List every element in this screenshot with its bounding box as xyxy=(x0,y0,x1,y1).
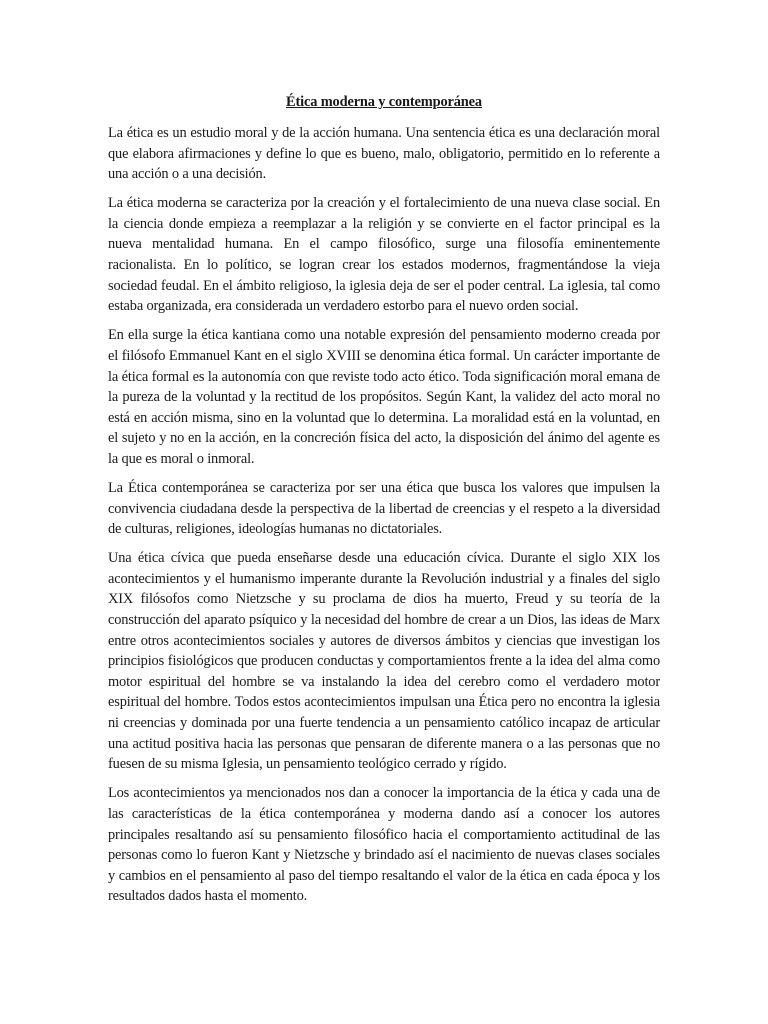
paragraph-conclusion: Los acontecimientos ya mencionados nos dan a conocer la importancia de la ética y cada una de las características de la ética contemporánea y moderna dando así a conocer los autores principales resaltando así su pensamiento filosófico hacia el comportamiento actitudinal de las personas como lo fueron Kant y Nietzsche y brindado así el nacimiento de nuevas clases sociales y cambios en el pensamiento al paso del tiempo resaltando el valor de la ética en cada época y los resultados dados hasta el momento. xyxy=(108,785,660,905)
document-page xyxy=(108,92,660,915)
document-title: Ética moderna y contemporánea xyxy=(286,94,482,110)
paragraph-civic-ethics: Una ética cívica que pueda enseñarse desde una educación cívica. Durante el siglo XIX los acontecimientos y el humanismo imperante durante la Revolución industrial y a finales del siglo XIX filósofos como Nietzsche y su proclama de dios ha muerto, Freud y su teoría de la construcción del aparato psíquico y la necesidad del hombre de crear a un Dios, las ideas de Marx entre otros acontecimientos sociales y autores de diversos ámbitos y ciencias que investigan los principios fisiológicos que producen conductas y comportamientos frente a la idea del alma como motor espiritual del hombre se va instalando la idea del cerebro como el verdadero motor espiritual del hombre. Todos estos acontecimientos impulsan una Ética pero no encontra la iglesia ni creencias y dominada por una fuerte tendencia a un pensamiento católico incapaz de articular una actitud positiva hacia las personas que pensaran de diferente manera o a las personas que no fuesen de su misma Iglesia, un pensamiento teológico cerrado y rígido. xyxy=(108,550,660,773)
paragraph-contemporary-ethics: La Ética contemporánea se caracteriza por ser una ética que busca los valores que impulsen la convivencia ciudadana desde la perspectiva de la libertad de creencias y el respeto a la diversidad de culturas, religiones, ideologías humanas no dictatoriales. xyxy=(108,480,660,538)
paragraph-kantian-ethics: En ella surge la ética kantiana como una notable expresión del pensamiento moderno creada por el filósofo Emmanuel Kant en el siglo XVIII se denomina ética formal. Un carácter importante de la ética formal es la autonomía con que reviste todo acto ético. Toda significación moral emana de la pureza de la voluntad y la rectitud de los propósitos. Según Kant, la validez del acto moral no está en acción misma, sino en la voluntad que lo determina. La moralidad está en la voluntad, en el sujeto y no en la acción, en la concreción física del acto, la disposición del ánimo del agente es la que es moral o inmoral. xyxy=(108,327,660,467)
paragraph-intro: La ética es un estudio moral y de la acción humana. Una sentencia ética es una declaración moral que elabora afirmaciones y define lo que es bueno, malo, obligatorio, permitido en lo referente a una acción o a una decisión. xyxy=(108,125,660,183)
paragraph-modern-ethics: La ética moderna se caracteriza por la creación y el fortalecimiento de una nueva clase social. En la ciencia donde empieza a reemplazar a la religión y se convierte en el factor principal es la nueva mentalidad humana. En el campo filosófico, surge una filosofía eminentemente racionalista. En lo político, se logran crear los estados modernos, fragmentándose la vieja sociedad feudal. En el ámbito religioso, la iglesia deja de ser el poder central. La iglesia, tal como estaba organizada, era considerada un verdadero estorbo para el nuevo orden social. xyxy=(108,195,660,315)
